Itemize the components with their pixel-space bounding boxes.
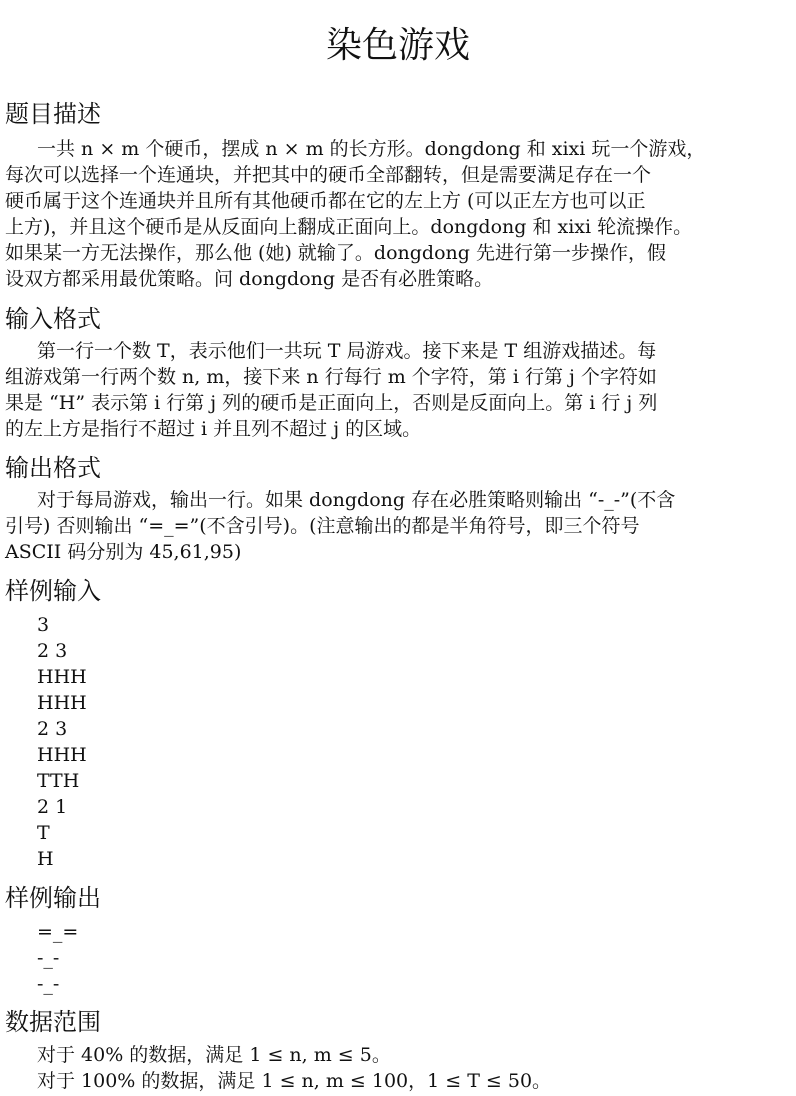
description-line: 硬币属于这个连通块并且所有其他硬币都在它的左上方 (可以正左方也可以正: [5, 190, 646, 212]
sample-input-line: 2 3: [37, 640, 68, 662]
description-heading: 题目描述: [5, 100, 101, 128]
input-format-line: 果是 “H” 表示第 i 行第 j 列的硬币是正面向上，否则是反面向上。第 i 行 j 列: [5, 392, 658, 414]
sample-output-heading: 样例输出: [5, 884, 101, 912]
sample-input-line: 2 1: [37, 796, 68, 818]
sample-input-line: H: [37, 848, 54, 870]
sample-input-line: HHH: [37, 666, 87, 688]
constraints-body: [5, 1042, 755, 1094]
sample-output-block: [37, 919, 78, 997]
description-line: 每次可以选择一个连通块，并把其中的硬币全部翻转，但是需要满足存在一个: [5, 164, 652, 186]
output-format-body: [5, 487, 755, 565]
sample-input-line: T: [37, 822, 50, 844]
sample-input-line: HHH: [37, 744, 87, 766]
input-format-body: [5, 338, 755, 442]
description-line: 一共 n × m 个硬币，摆成 n × m 的长方形。dongdong 和 xixi 玩一个游戏，: [37, 138, 706, 160]
output-format-line: 对于每局游戏，输出一行。如果 dongdong 存在必胜策略则输出 “-_-”(不含: [37, 489, 676, 511]
sample-output-line: =_=: [37, 921, 79, 943]
constraints-heading: 数据范围: [5, 1008, 101, 1036]
constraints-line: 对于 100% 的数据，满足 1 ≤ n, m ≤ 100，1 ≤ T ≤ 50。: [37, 1070, 552, 1092]
sample-input-line: TTH: [37, 770, 80, 792]
output-format-line: ASCII 码分别为 45,61,95): [5, 541, 242, 563]
input-format-heading: 输入格式: [5, 305, 101, 333]
description-line: 上方)，并且这个硬币是从反面向上翻成正面向上。dongdong 和 xixi 轮流操作。: [5, 216, 693, 238]
page-title: 染色游戏: [325, 25, 470, 66]
input-format-line: 组游戏第一行两个数 n, m，接下来 n 行每行 m 个字符，第 i 行第 j 个字符如: [5, 366, 657, 388]
sample-input-heading: 样例输入: [5, 577, 101, 605]
description-body: [5, 136, 755, 292]
sample-output-line: -_-: [37, 947, 60, 969]
sample-input-line: 3: [37, 614, 50, 636]
output-format-heading: 输出格式: [5, 454, 101, 482]
output-format-line: 引号) 否则输出 “=_=”(不含引号)。(注意输出的都是半角符号，即三个符号: [5, 515, 640, 537]
description-line: 如果某一方无法操作，那么他 (她) 就输了。dongdong 先进行第一步操作，假: [5, 242, 666, 264]
description-line: 设双方都采用最优策略。问 dongdong 是否有必胜策略。: [5, 268, 494, 290]
input-format-line: 第一行一个数 T，表示他们一共玩 T 局游戏。接下来是 T 组游戏描述。每: [37, 340, 657, 362]
input-format-line: 的左上方是指行不超过 i 并且列不超过 j 的区域。: [5, 418, 422, 440]
sample-input-line: HHH: [37, 692, 87, 714]
constraints-line: 对于 40% 的数据，满足 1 ≤ n, m ≤ 5。: [37, 1044, 391, 1066]
sample-output-line: -_-: [37, 973, 60, 995]
sample-input-block: [37, 612, 87, 872]
sample-input-line: 2 3: [37, 718, 68, 740]
